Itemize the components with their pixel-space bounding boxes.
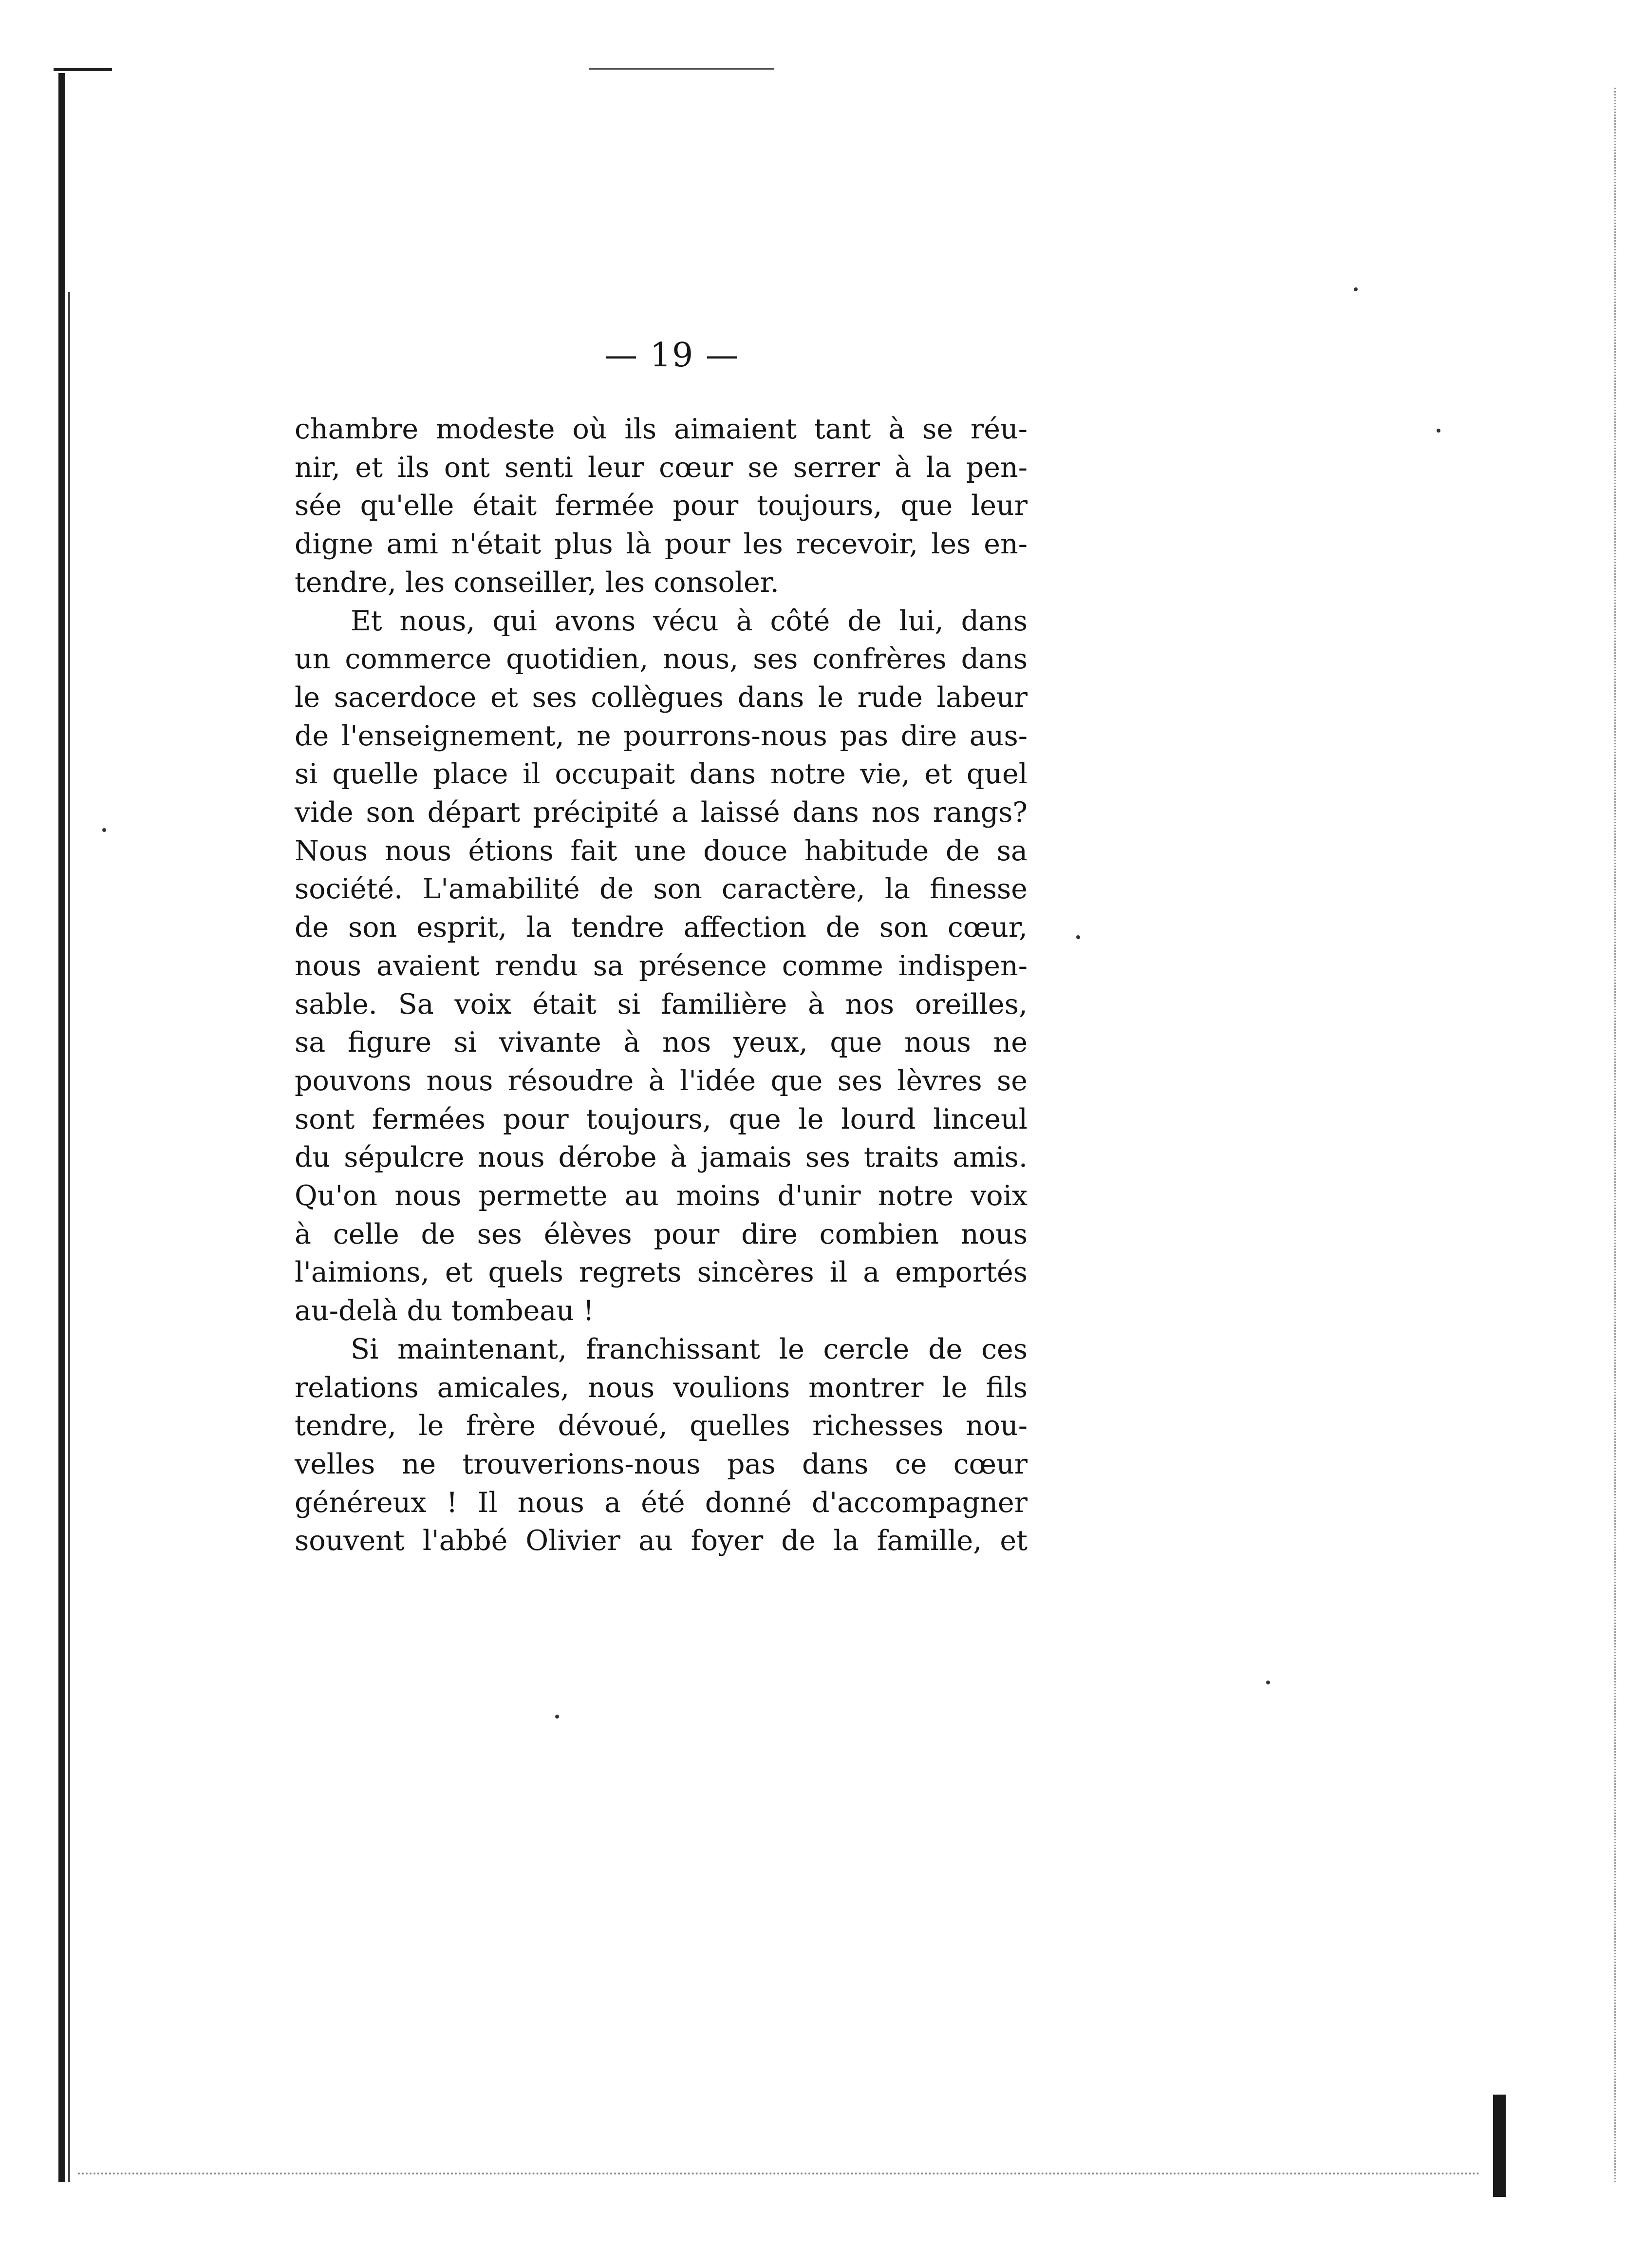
text-line: tendre, les conseiller, les consoler.	[295, 566, 779, 599]
bottom-page-edge	[78, 2173, 1480, 2174]
text-line: Nous nous étions fait une douce habitude de sa	[295, 834, 1028, 867]
text-line: de son esprit, la tendre affection de son cœur,	[295, 911, 1028, 944]
text-line: souvent l'abbé Olivier au foyer de la famille, et	[295, 1525, 1028, 1557]
text-line: du sépulcre nous dérobe à jamais ses traits amis.	[295, 1141, 1028, 1174]
text-line: société. L'amabilité de son caractère, la finesse	[295, 873, 1028, 906]
top-scan-rule	[589, 68, 774, 70]
text-line: l'aimions, et quels regrets sincères il a emportés	[295, 1256, 1028, 1289]
text-line: Et nous, qui avons vécu à côté de lui, dans	[351, 605, 1028, 637]
text-line: Qu'on nous permette au moins d'unir notre voix	[295, 1180, 1028, 1212]
text-line: généreux ! Il nous a été donné d'accompagner	[295, 1486, 1028, 1519]
text-line: chambre modeste où ils aimaient tant à se réu-	[295, 413, 1028, 445]
ink-speck	[1266, 1681, 1270, 1684]
text-line: à celle de ses élèves pour dire combien nous	[295, 1218, 1028, 1250]
text-line: le sacerdoce et ses collègues dans le rude labeur	[295, 681, 1028, 714]
text-line: tendre, le frère dévoué, quelles richesses nou-	[295, 1410, 1028, 1442]
ink-speck	[1437, 429, 1440, 433]
text-line: sée qu'elle était fermée pour toujours, que leur	[295, 490, 1028, 522]
text-line: nir, et ils ont senti leur cœur se serrer à la pen-	[295, 451, 1028, 484]
text-line: si quelle place il occupait dans notre vie, et quel	[295, 758, 1028, 791]
text-line: velles ne trouverions-nous pas dans ce cœur	[295, 1448, 1028, 1480]
body-text	[295, 410, 1028, 1560]
right-edge-ink-block	[1493, 2095, 1506, 2197]
ink-speck	[1354, 287, 1358, 291]
ink-speck	[102, 828, 106, 832]
ink-speck	[555, 1715, 559, 1719]
text-line: pouvons nous résoudre à l'idée que ses lèvres se	[295, 1064, 1028, 1097]
text-line: relations amicales, nous voulions montrer le fils	[295, 1371, 1028, 1404]
text-line: sa figure si vivante à nos yeux, que nous ne	[295, 1026, 1028, 1059]
text-line: Si maintenant, franchissant le cercle de ces	[351, 1333, 1028, 1365]
text-line: vide son départ précipité a laissé dans nos rangs?	[295, 796, 1028, 829]
text-line: nous avaient rendu sa présence comme indispen-	[295, 949, 1028, 982]
text-line: digne ami n'était plus là pour les recevoir, les en-	[295, 528, 1028, 561]
text-line: un commerce quotidien, nous, ses confrères dans	[295, 643, 1028, 676]
text-line: sable. Sa voix était si familière à nos oreilles,	[295, 988, 1028, 1021]
binding-top-mark	[54, 68, 112, 71]
text-line: de l'enseignement, ne pourrons-nous pas dire aus-	[295, 719, 1028, 752]
page-number: — 19 —	[604, 336, 740, 375]
binding-left-edge	[58, 73, 65, 2182]
text-line: au-delà du tombeau !	[295, 1295, 595, 1327]
right-page-edge	[1614, 88, 1619, 2182]
ink-speck	[1076, 935, 1080, 939]
text-line: sont fermées pour toujours, que le lourd linceul	[295, 1103, 1028, 1135]
binding-left-thread	[68, 292, 70, 2182]
